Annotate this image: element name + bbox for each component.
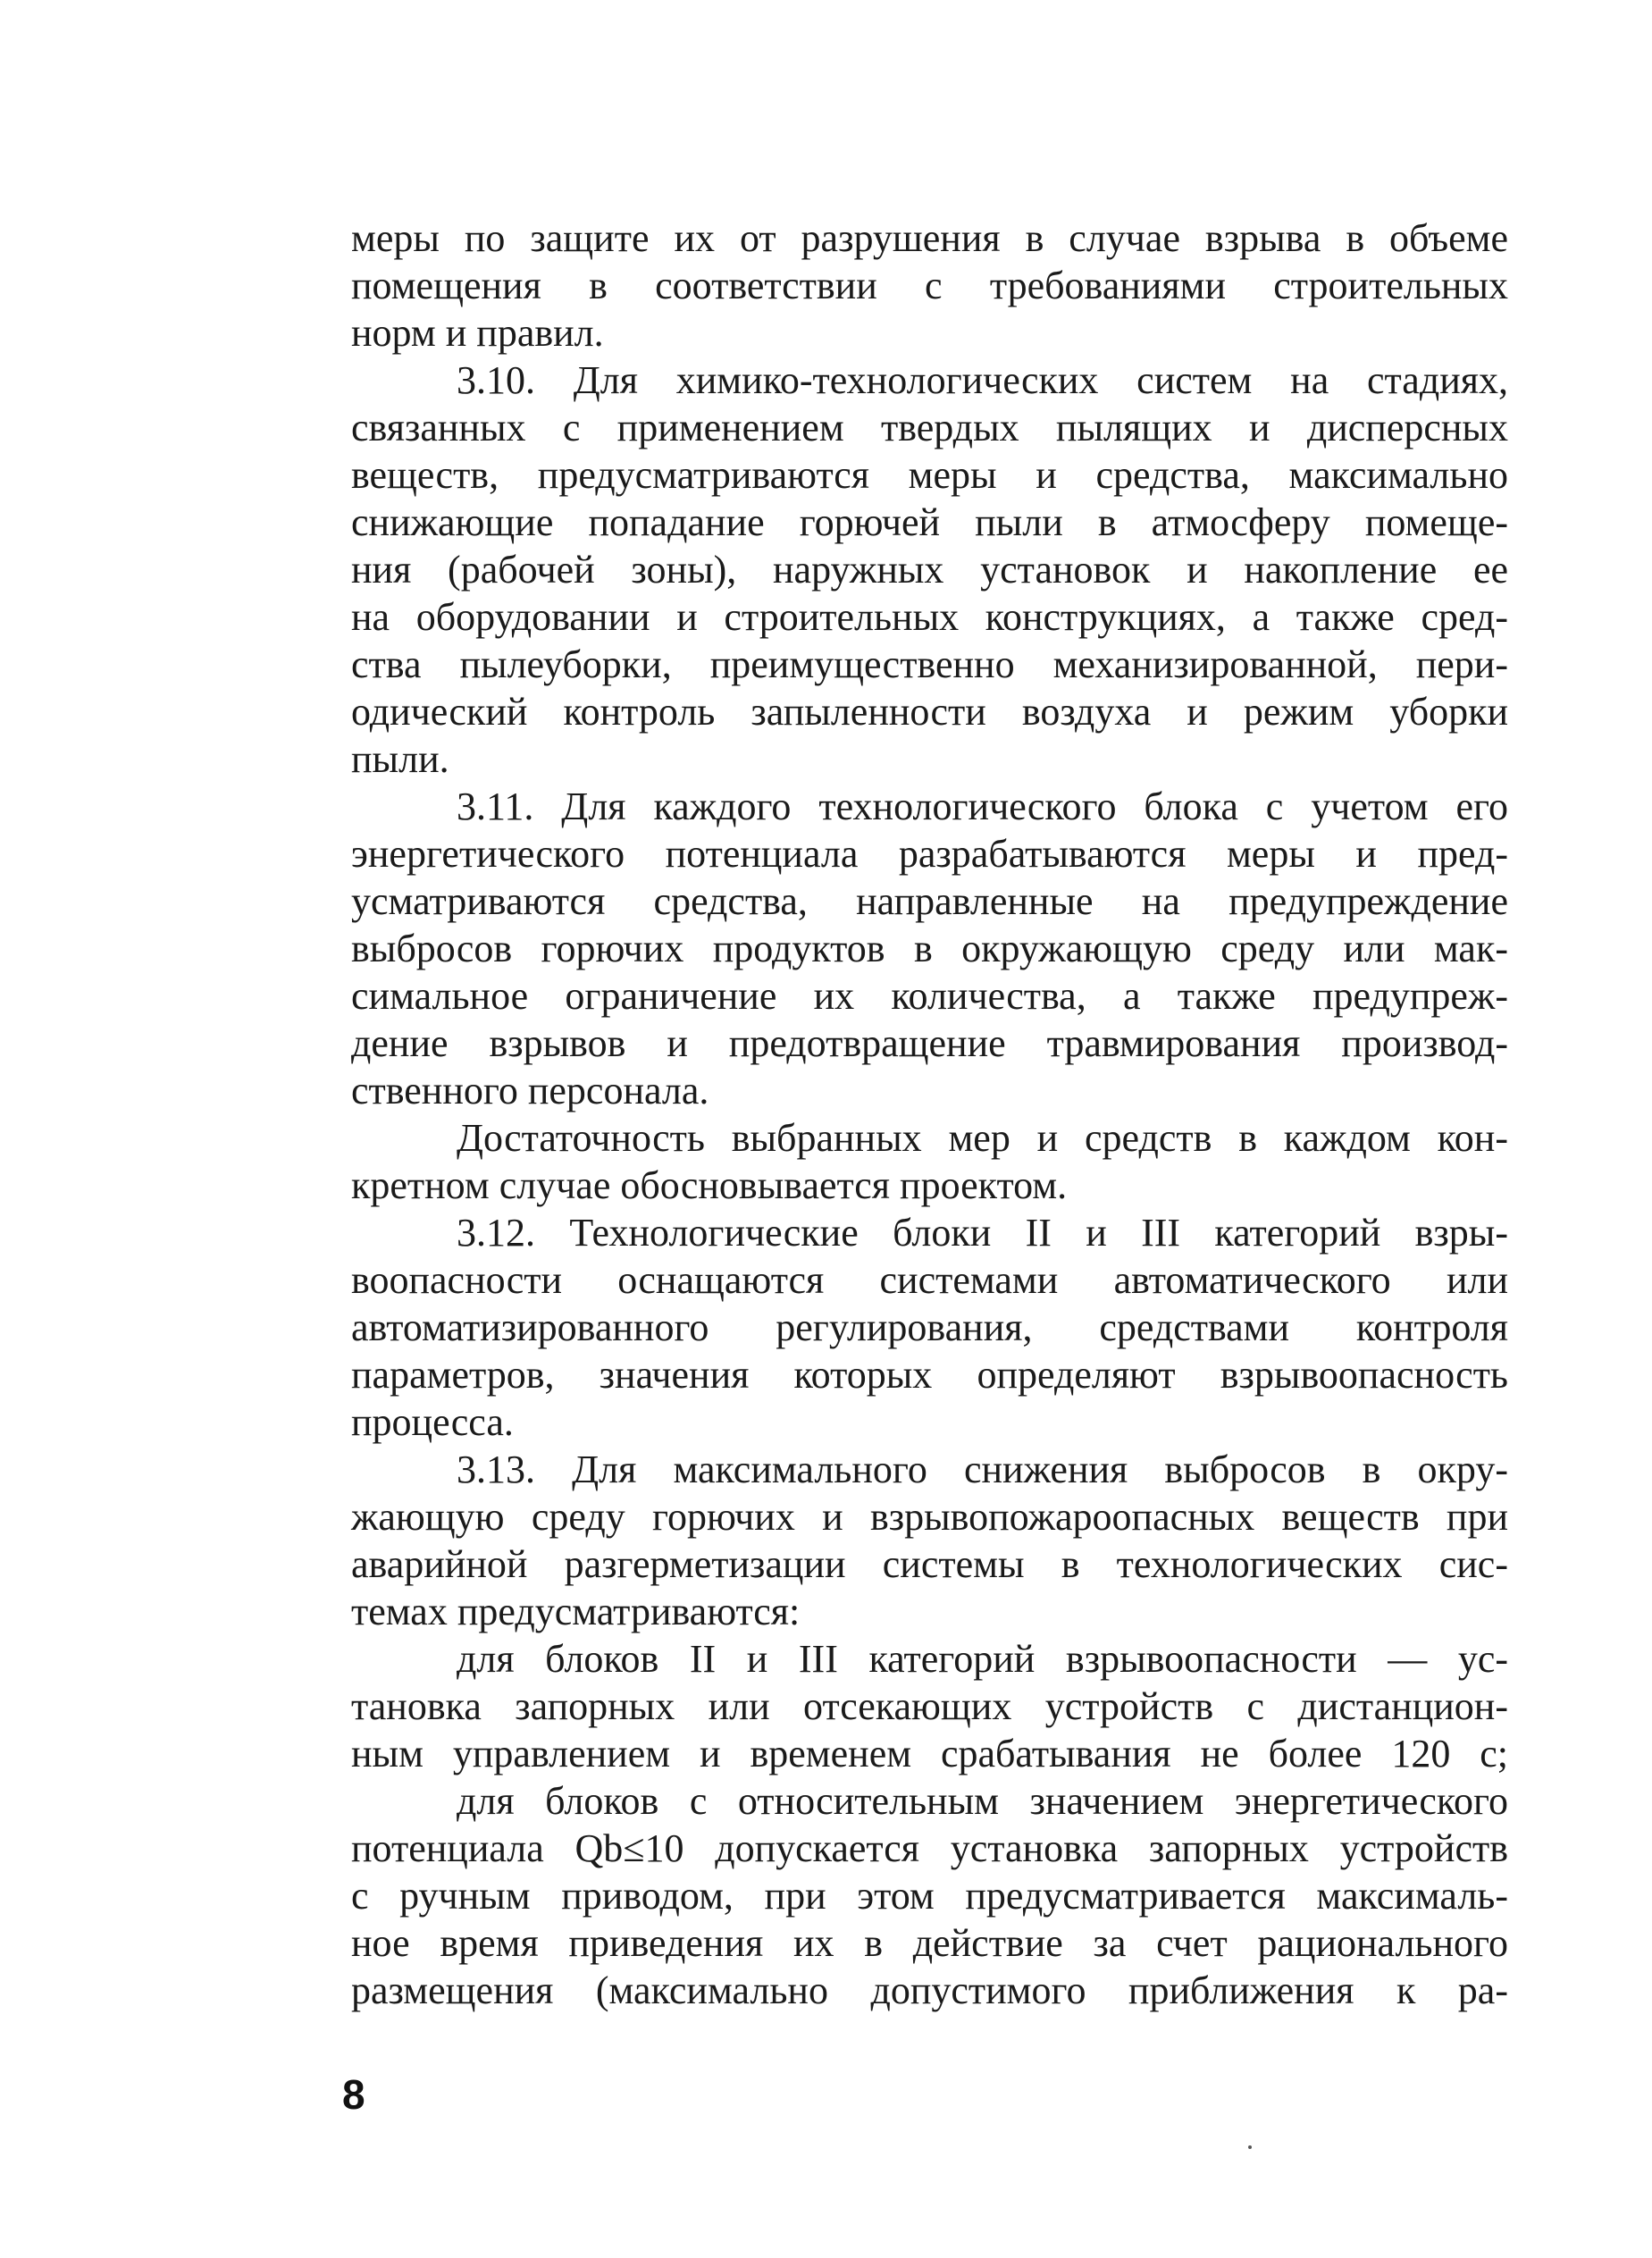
paragraph-3-12 bbox=[351, 1209, 1508, 1446]
text-line: энергетического потенциала разрабатываются меры и пред- bbox=[351, 832, 1508, 876]
text-line: помещения в соответствии с требованиями строительных bbox=[351, 264, 1508, 307]
paragraph-blocks-ii-iii bbox=[351, 1635, 1508, 1777]
text-line: дение взрывов и предотвращение травмирования производ- bbox=[351, 1021, 1508, 1065]
paragraph-3-10 bbox=[351, 357, 1508, 783]
text-line: кретном случае обосновывается проектом. bbox=[351, 1163, 1068, 1207]
text-line: 3.11. Для каждого технологического блока с учетом его bbox=[457, 785, 1508, 828]
text-line: с ручным приводом, при этом предусматривается максималь- bbox=[351, 1874, 1508, 1918]
text-line: автоматизированного регулирования, средствами контроля bbox=[351, 1305, 1508, 1349]
paragraph-continuation bbox=[351, 214, 1508, 357]
text-line: темах предусматриваются: bbox=[351, 1590, 801, 1633]
text-line: снижающие попадание горючей пыли в атмосферу помеще- bbox=[351, 500, 1508, 544]
text-line: выбросов горючих продуктов в окружающую среду или мак- bbox=[351, 927, 1508, 970]
scan-speck bbox=[1248, 2145, 1252, 2149]
text-line: 3.12. Технологические блоки II и III категорий взры- bbox=[457, 1211, 1508, 1255]
body-text bbox=[351, 214, 1508, 2014]
text-line: параметров, значения которых определяют взрывоопасность bbox=[351, 1353, 1508, 1397]
text-line: размещения (максимально допустимого приближения к ра- bbox=[351, 1968, 1508, 2012]
text-line: воопасности оснащаются системами автоматического или bbox=[351, 1258, 1508, 1302]
text-line: одический контроль запыленности воздуха и режим уборки bbox=[351, 690, 1508, 734]
text-line: потенциала Qb≤10 допускается установка запорных устройств bbox=[351, 1826, 1508, 1870]
text-line: аварийной разгерметизации системы в технологических сис- bbox=[351, 1542, 1508, 1586]
text-line: веществ, предусматриваются меры и средства, максимально bbox=[351, 453, 1508, 497]
text-line: ства пылеуборки, преимущественно механизированной, пери- bbox=[351, 642, 1508, 686]
text-line: норм и правил. bbox=[351, 311, 604, 355]
text-line: Достаточность выбранных мер и средств в каждом кон- bbox=[457, 1116, 1508, 1160]
text-line: на оборудовании и строительных конструкциях, а также сред- bbox=[351, 595, 1508, 639]
paragraph-sufficiency bbox=[351, 1114, 1508, 1209]
paragraph-3-13 bbox=[351, 1446, 1508, 1635]
text-line: меры по защите их от разрушения в случае взрыва в объеме bbox=[351, 216, 1508, 260]
text-line: 3.13. Для максимального снижения выбросов в окру- bbox=[457, 1448, 1508, 1491]
text-line: жающую среду горючих и взрывопожароопасных веществ при bbox=[351, 1495, 1508, 1539]
text-line: ния (рабочей зоны), наружных установок и накопление ее bbox=[351, 548, 1508, 592]
text-line: пыли. bbox=[351, 737, 449, 781]
text-line: для блоков с относительным значением энергетического bbox=[457, 1779, 1508, 1823]
text-line: симальное ограничение их количества, а также предупреж- bbox=[351, 974, 1508, 1018]
text-line: 3.10. Для химико-технологических систем на стадиях, bbox=[457, 358, 1508, 402]
text-line: усматриваются средства, направленные на предупреждение bbox=[351, 879, 1508, 923]
paragraph-3-11 bbox=[351, 783, 1508, 1114]
text-line: ное время приведения их в действие за счет рационального bbox=[351, 1921, 1508, 1965]
text-line: связанных с применением твердых пылящих и дисперсных bbox=[351, 406, 1508, 449]
text-line: процесса. bbox=[351, 1400, 514, 1444]
text-line: для блоков II и III категорий взрывоопасности — ус- bbox=[457, 1637, 1508, 1681]
paragraph-blocks-relative bbox=[351, 1777, 1508, 2014]
text-line: ственного персонала. bbox=[351, 1069, 709, 1112]
page-number: 8 bbox=[342, 2071, 365, 2118]
text-line: тановка запорных или отсекающих устройств с дистанцион- bbox=[351, 1684, 1508, 1728]
text-line: ным управлением и временем срабатывания не более 120 с; bbox=[351, 1732, 1508, 1775]
